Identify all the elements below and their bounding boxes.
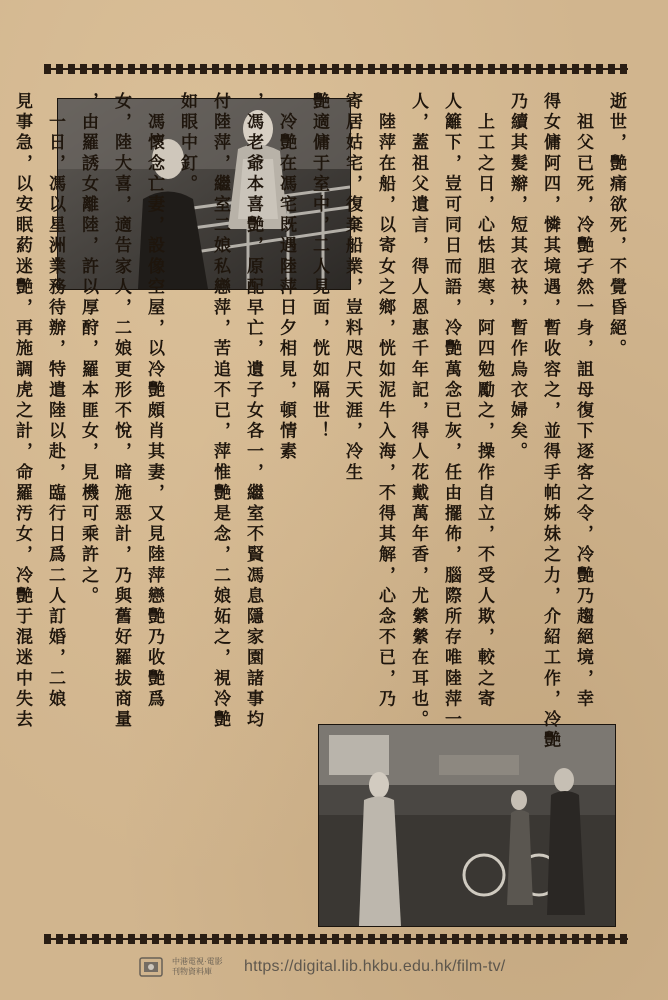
- top-ornamental-border: [44, 64, 628, 74]
- archive-url-link[interactable]: https://digital.lib.hkbu.edu.hk/film-tv/: [244, 958, 506, 975]
- text-column-2: 祖父已死，冷艷孑然一身，詛母復下逐客之令，冷艷乃趨絕境，幸: [573, 92, 593, 710]
- text-column-12: ，馮老爺本喜艷，原配早亡，遺子女各一，繼室不賢馮息隱家園諸事均: [243, 92, 263, 731]
- text-column-1: 逝世，艷痛欲死，不覺昏絕。: [606, 92, 626, 360]
- text-column-9: 寄居姑宅，復棄船業，豈料咫尺天涯，冷生: [342, 92, 362, 484]
- archive-org-line-1: 中港電視·電影: [172, 957, 223, 966]
- text-column-16: 女，陸大喜，適告家人，二娘更形不悅，暗施惡計，乃與舊好羅拔商量: [111, 92, 131, 731]
- text-column-7: 人，蓋祖父遺言，得人恩惠千年記，得人花戴萬年香，尤縈縈在耳也。: [408, 92, 428, 731]
- text-column-8: 陸萍在船，以寄女之鄉，恍如泥牛入海，不得其解，心念不已，乃: [375, 92, 395, 710]
- text-column-19: 見事急，以安眠葯迷艷，再施調虎之計，命羅汚女，冷艷于混迷中失去: [12, 92, 32, 731]
- article-body: [12, 92, 632, 944]
- archive-logo-icon: [138, 954, 164, 980]
- text-column-4: 乃續其髮辮，短其衣袂，暫作烏衣婦矣。: [507, 92, 527, 463]
- text-column-17: ，由羅誘女離陸，許以厚酧，羅本匪女，見機可乘許之。: [78, 92, 98, 607]
- text-column-10: 艷適傭于室中，二人見面，恍如隔世！: [309, 92, 329, 443]
- text-column-14: 如眼中釘。: [177, 92, 197, 195]
- text-column-18: 一日，馮以星洲業務待辦，特遣陸以赴，臨行日爲二人訂婚，二娘: [45, 92, 65, 710]
- text-column-5: 上工之日，心怯胆寒，阿四勉勵之，操作自立，不受人欺，較之寄: [474, 92, 494, 710]
- text-column-15: 馮懷念亡妻，設像空屋，以冷艷頗肖其妻，又見陸萍戀艷乃收艷爲: [144, 92, 164, 710]
- archive-org-name: [172, 957, 236, 977]
- text-column-6: 人籬下，豈可同日而語，冷艷萬念已灰，任由擺佈，腦際所存唯陸萍一: [441, 92, 461, 731]
- text-column-3: 得女傭阿四，憐其境遇，暫收容之，並得手帕姊妹之力，介紹工作，冷艷: [540, 92, 560, 752]
- text-column-13: 付陸萍，繼室二娘私戀萍，苦追不已，萍惟艷是念，二娘妬之，視冷艷: [210, 92, 230, 731]
- archive-watermark: [138, 952, 505, 982]
- text-column-11: 冷艷在馮宅既遇陸萍日夕相見，頓情素: [276, 92, 296, 463]
- archive-org-line-2: 刊物資料庫: [172, 967, 212, 976]
